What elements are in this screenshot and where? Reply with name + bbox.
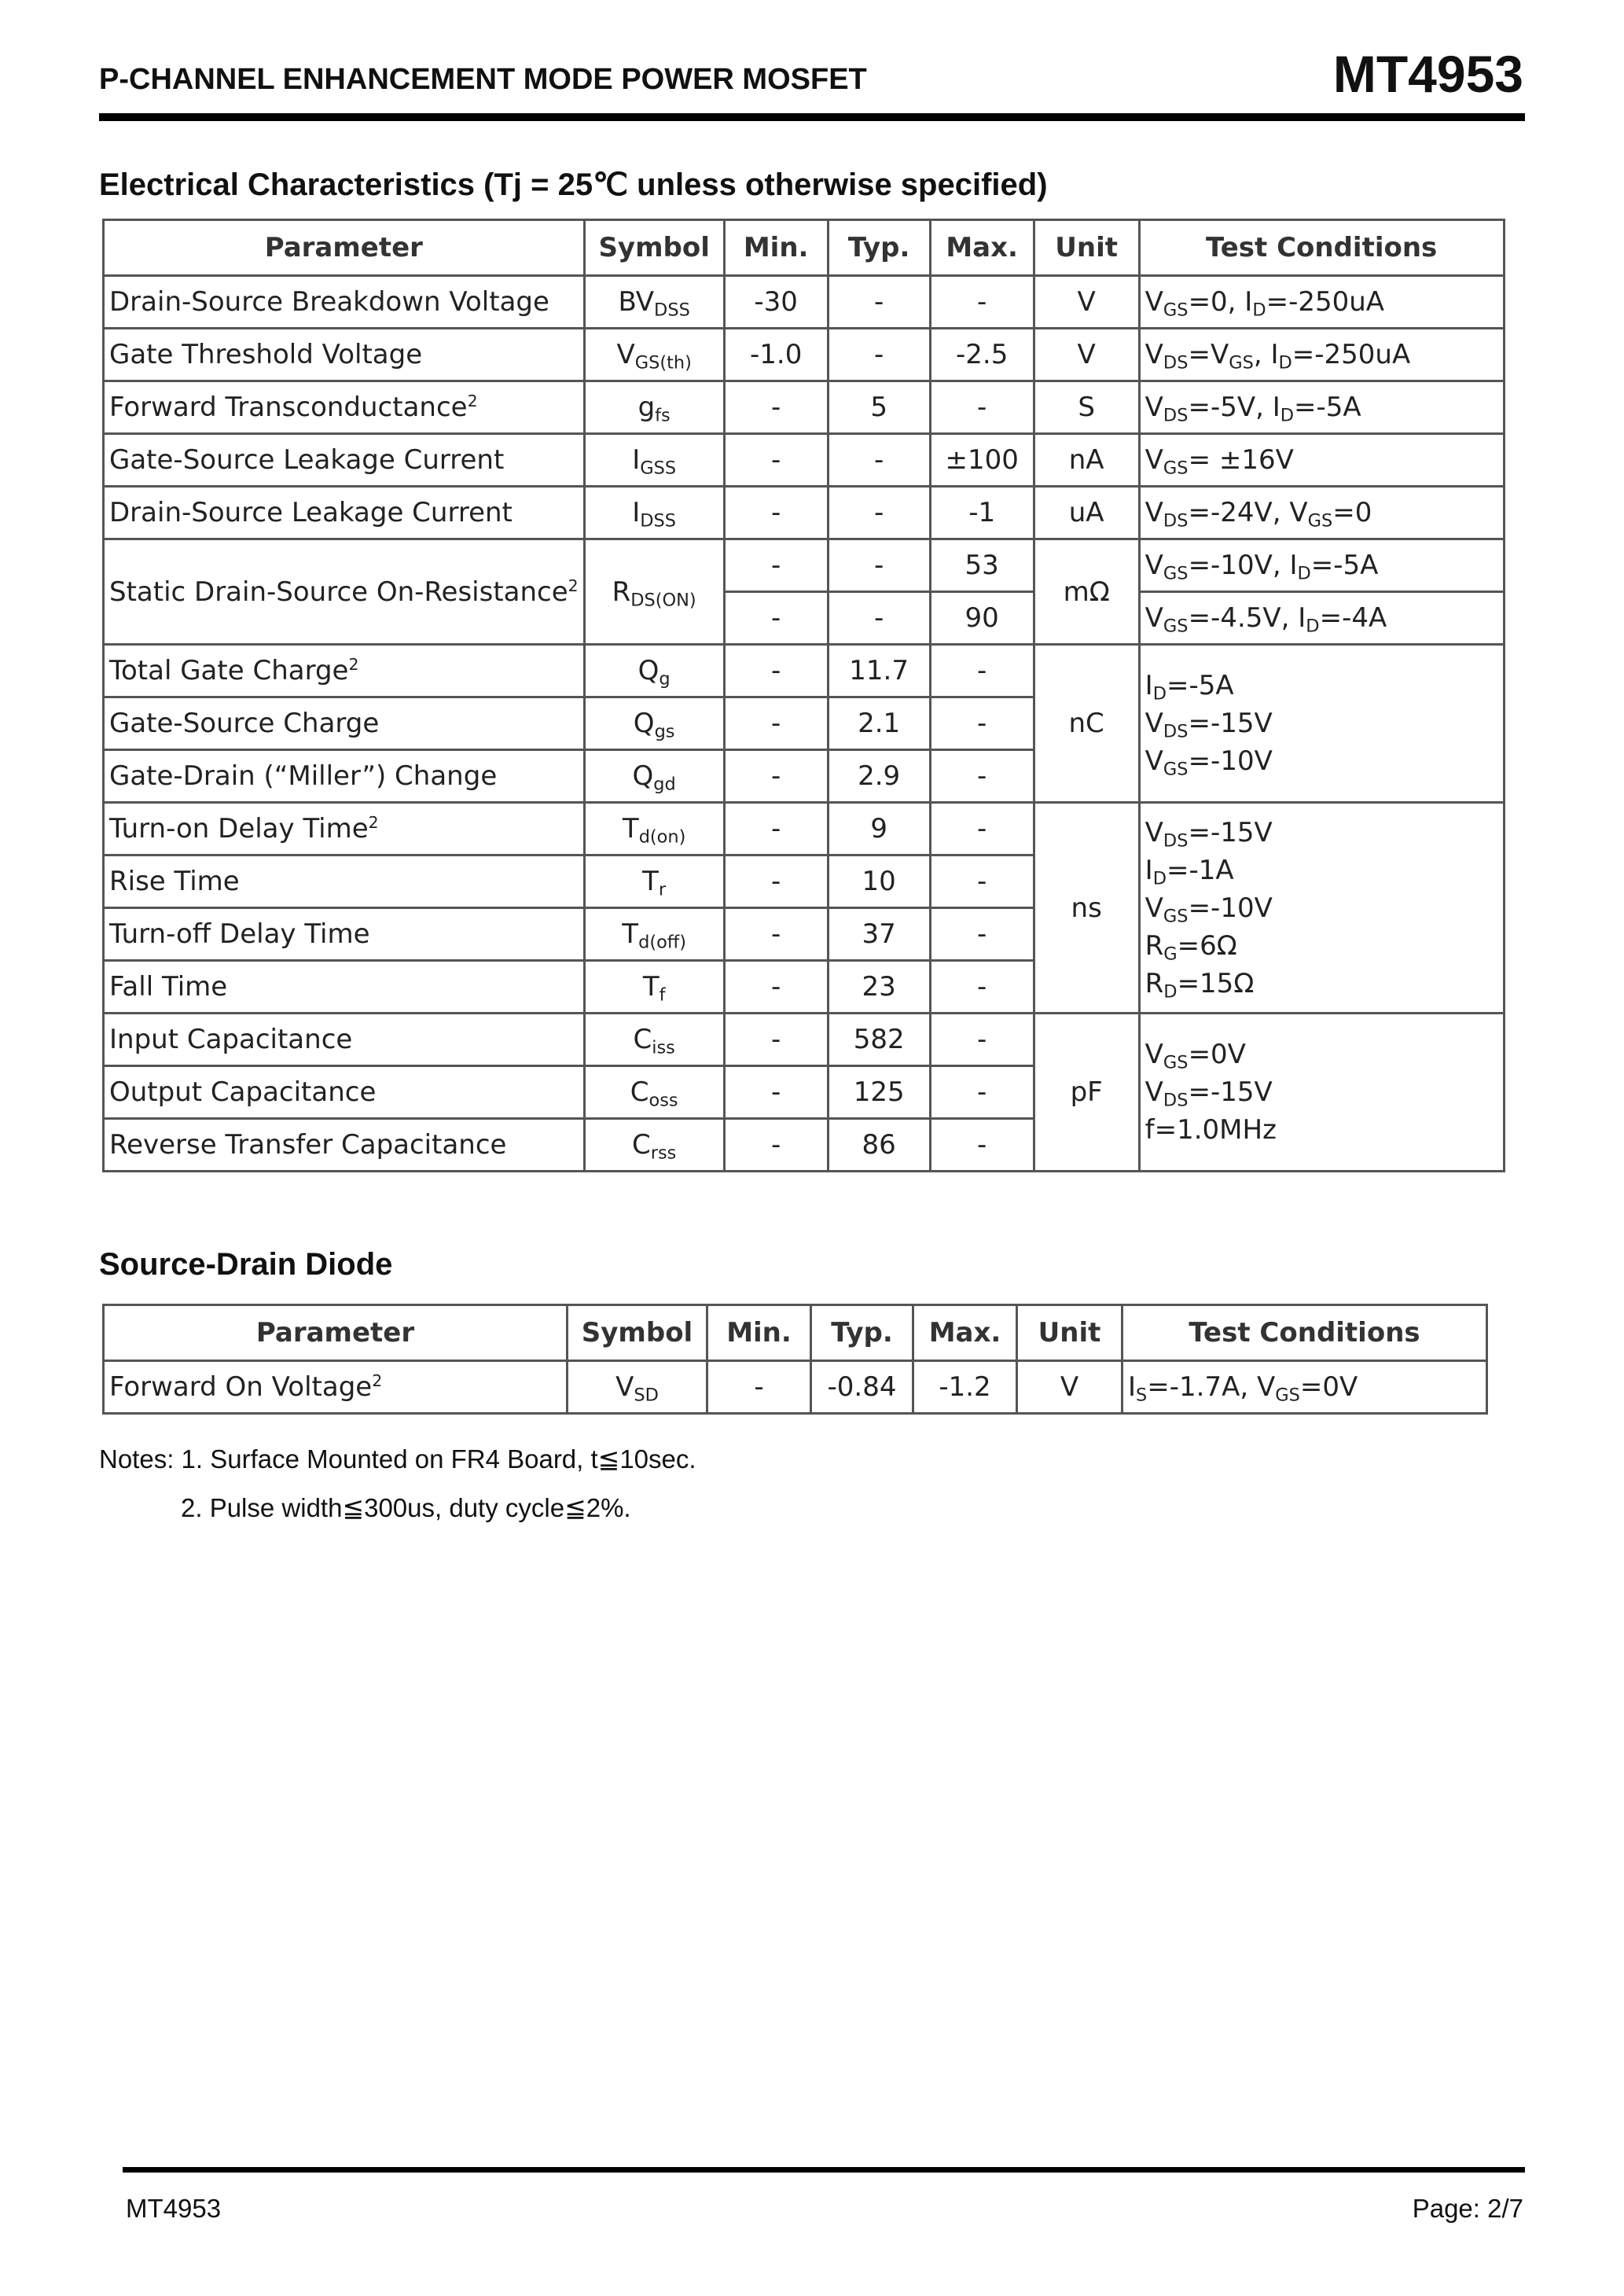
min-cell: -	[724, 855, 828, 908]
typ-cell: 582	[828, 1014, 930, 1066]
column-header: Symbol	[568, 1305, 707, 1361]
test-conditions-cell: $V_{GS}=0$, $I_D=-250uA$	[1139, 276, 1504, 329]
max-cell: -	[930, 750, 1034, 803]
max-cell: -	[930, 803, 1034, 855]
min-cell: -	[724, 1014, 828, 1066]
typ-cell: -	[828, 487, 930, 539]
typ-cell: 86	[828, 1119, 930, 1172]
typ-cell: 23	[828, 961, 930, 1014]
symbol-cell: $T_r$	[584, 855, 724, 908]
note-2: 2. Pulse width≦300us, duty cycle≦2%.	[181, 1493, 631, 1522]
test-conditions-cell: $I_S=-1.7A$, $V_{GS}=0V$	[1122, 1361, 1487, 1414]
test-conditions-cell: $V_{DS}=V_{GS}$, $I_D=-250uA$	[1139, 329, 1504, 381]
table-row	[104, 434, 1505, 487]
typ-cell: 125	[828, 1066, 930, 1119]
symbol-cell: $Q_{gd}$	[584, 750, 724, 803]
column-header: Min.	[724, 220, 828, 276]
symbol-cell: $C_{rss}$	[584, 1119, 724, 1172]
table-row	[104, 381, 1505, 434]
typ-cell: -	[828, 276, 930, 329]
column-header: Max.	[930, 220, 1034, 276]
unit-cell: S	[1034, 381, 1139, 434]
max-cell: -	[930, 961, 1034, 1014]
column-header: Typ.	[828, 220, 930, 276]
min-cell: -	[724, 381, 828, 434]
parameter-cell: Gate Threshold Voltage	[104, 329, 585, 381]
symbol-cell: $T_f$	[584, 961, 724, 1014]
unit-cell: nA	[1034, 434, 1139, 487]
parameter-cell: Turn-off Delay Time	[104, 908, 585, 961]
test-conditions-cell: $V_{DS}=-5V$, $I_D=-5A$	[1139, 381, 1504, 434]
column-header: Parameter	[104, 220, 585, 276]
electrical-characteristics-title: Electrical Characteristics (Tj = 25℃ unless otherwise specified)	[99, 167, 1048, 202]
parameter-cell: Forward Transconductance$^2$	[104, 381, 585, 434]
unit-cell: nC	[1034, 645, 1139, 803]
parameter-cell: Output Capacitance	[104, 1066, 585, 1119]
max-cell: -1.2	[913, 1361, 1017, 1414]
max-cell: -	[930, 855, 1034, 908]
max-cell: 53	[930, 539, 1034, 592]
table-row	[104, 1014, 1505, 1066]
max-cell: -	[930, 1119, 1034, 1172]
table-row	[104, 329, 1505, 381]
parameter-cell: Gate-Drain (“Miller”) Change	[104, 750, 585, 803]
min-cell: -	[707, 1361, 811, 1414]
column-header: Symbol	[584, 220, 724, 276]
header-divider	[99, 113, 1525, 121]
part-number-heading: MT4953	[1332, 45, 1523, 103]
min-cell: -	[724, 1119, 828, 1172]
min-cell: -	[724, 908, 828, 961]
table-row	[104, 645, 1505, 697]
typ-cell: 10	[828, 855, 930, 908]
min-cell: -30	[724, 276, 828, 329]
table-row	[104, 1361, 1487, 1414]
symbol-cell: $T_{d(on)}$	[584, 803, 724, 855]
parameter-cell: Static Drain-Source On-Resistance$^2$	[104, 539, 585, 645]
symbol-cell: $C_{oss}$	[584, 1066, 724, 1119]
test-conditions-cell: $I_D=-5A$ $V_{DS}=-15V$ $V_{GS}=-10V$	[1139, 645, 1504, 803]
typ-cell: -	[828, 434, 930, 487]
typ-cell: -	[828, 539, 930, 592]
max-cell: -	[930, 908, 1034, 961]
symbol-cell: $T_{d(off)}$	[584, 908, 724, 961]
table-header-row	[104, 220, 1505, 276]
column-header: Min.	[707, 1305, 811, 1361]
unit-cell: V	[1034, 329, 1139, 381]
test-conditions-cell: $V_{DS}=-24V$, $V_{GS}=0$	[1139, 487, 1504, 539]
parameter-cell: Reverse Transfer Capacitance	[104, 1119, 585, 1172]
symbol-cell: $V_{SD}$	[568, 1361, 707, 1414]
symbol-cell: $C_{iss}$	[584, 1014, 724, 1066]
typ-cell: -	[828, 592, 930, 645]
column-header: Unit	[1017, 1305, 1122, 1361]
test-conditions-cell: $V_{GS}=-10V$, $I_D=-5A$	[1139, 539, 1504, 592]
typ-cell: -	[828, 329, 930, 381]
max-cell: -	[930, 645, 1034, 697]
symbol-cell: $I_{GSS}$	[584, 434, 724, 487]
footer-page-number: Page: 2/7	[1412, 2194, 1523, 2223]
test-conditions-cell: $V_{GS}= \pm 16V$	[1139, 434, 1504, 487]
unit-cell: uA	[1034, 487, 1139, 539]
unit-cell: pF	[1034, 1014, 1139, 1172]
test-conditions-cell: $V_{GS}=-4.5V$, $I_D=-4A$	[1139, 592, 1504, 645]
typ-cell: 37	[828, 908, 930, 961]
min-cell: -1.0	[724, 329, 828, 381]
table-row	[104, 539, 1505, 592]
max-cell: 90	[930, 592, 1034, 645]
table-row	[104, 803, 1505, 855]
column-header: Typ.	[811, 1305, 913, 1361]
min-cell: -	[724, 487, 828, 539]
column-header: Unit	[1034, 220, 1139, 276]
source-drain-diode-title: Source-Drain Diode	[99, 1247, 393, 1282]
symbol-cell: $I_{DSS}$	[584, 487, 724, 539]
max-cell: -	[930, 1066, 1034, 1119]
table-header-row	[104, 1305, 1487, 1361]
parameter-cell: Rise Time	[104, 855, 585, 908]
column-header: Test Conditions	[1122, 1305, 1487, 1361]
parameter-cell: Drain-Source Breakdown Voltage	[104, 276, 585, 329]
parameter-cell: Input Capacitance	[104, 1014, 585, 1066]
source-drain-diode-table	[102, 1304, 1488, 1415]
max-cell: -1	[930, 487, 1034, 539]
symbol-cell: $Q_{gs}$	[584, 697, 724, 750]
column-header: Max.	[913, 1305, 1017, 1361]
column-header: Test Conditions	[1139, 220, 1504, 276]
parameter-cell: Forward On Voltage$^2$	[104, 1361, 568, 1414]
column-header: Parameter	[104, 1305, 568, 1361]
parameter-cell: Gate-Source Charge	[104, 697, 585, 750]
typ-cell: -0.84	[811, 1361, 913, 1414]
min-cell: -	[724, 961, 828, 1014]
test-conditions-cell: $V_{GS}=0V$ $V_{DS}=-15V$ f=1.0MHz	[1139, 1014, 1504, 1172]
parameter-cell: Total Gate Charge$^2$	[104, 645, 585, 697]
min-cell: -	[724, 697, 828, 750]
unit-cell: V	[1034, 276, 1139, 329]
table-row	[104, 276, 1505, 329]
max-cell: -	[930, 697, 1034, 750]
min-cell: -	[724, 592, 828, 645]
symbol-cell: $g_{fs}$	[584, 381, 724, 434]
test-conditions-cell: $V_{DS}=-15V$ $I_D=-1A$ $V_{GS}=-10V$ $R_G=6\Omega$ $R_D=15\Omega$	[1139, 803, 1504, 1014]
unit-cell: mΩ	[1034, 539, 1139, 645]
electrical-characteristics-table	[102, 219, 1505, 1172]
min-cell: -	[724, 750, 828, 803]
min-cell: -	[724, 539, 828, 592]
parameter-cell: Gate-Source Leakage Current	[104, 434, 585, 487]
typ-cell: 2.1	[828, 697, 930, 750]
symbol-cell: $Q_g$	[584, 645, 724, 697]
note-1: Notes: 1. Surface Mounted on FR4 Board, t≦10sec.	[99, 1444, 696, 1474]
symbol-cell: $R_{DS(ON)}$	[584, 539, 724, 645]
min-cell: -	[724, 645, 828, 697]
typ-cell: 11.7	[828, 645, 930, 697]
document-header-title: P-CHANNEL ENHANCEMENT MODE POWER MOSFET	[99, 63, 867, 96]
typ-cell: 5	[828, 381, 930, 434]
min-cell: -	[724, 1066, 828, 1119]
parameter-cell: Fall Time	[104, 961, 585, 1014]
unit-cell: ns	[1034, 803, 1139, 1014]
max-cell: -	[930, 1014, 1034, 1066]
max-cell: ±100	[930, 434, 1034, 487]
footer-part-number: MT4953	[126, 2194, 222, 2223]
max-cell: -	[930, 381, 1034, 434]
footer-divider	[123, 2167, 1525, 2173]
typ-cell: 9	[828, 803, 930, 855]
table-row	[104, 487, 1505, 539]
unit-cell: V	[1017, 1361, 1122, 1414]
max-cell: -2.5	[930, 329, 1034, 381]
parameter-cell: Drain-Source Leakage Current	[104, 487, 585, 539]
min-cell: -	[724, 434, 828, 487]
symbol-cell: $BV_{DSS}$	[584, 276, 724, 329]
max-cell: -	[930, 276, 1034, 329]
symbol-cell: $V_{GS(th)}$	[584, 329, 724, 381]
parameter-cell: Turn-on Delay Time$^2$	[104, 803, 585, 855]
typ-cell: 2.9	[828, 750, 930, 803]
min-cell: -	[724, 803, 828, 855]
